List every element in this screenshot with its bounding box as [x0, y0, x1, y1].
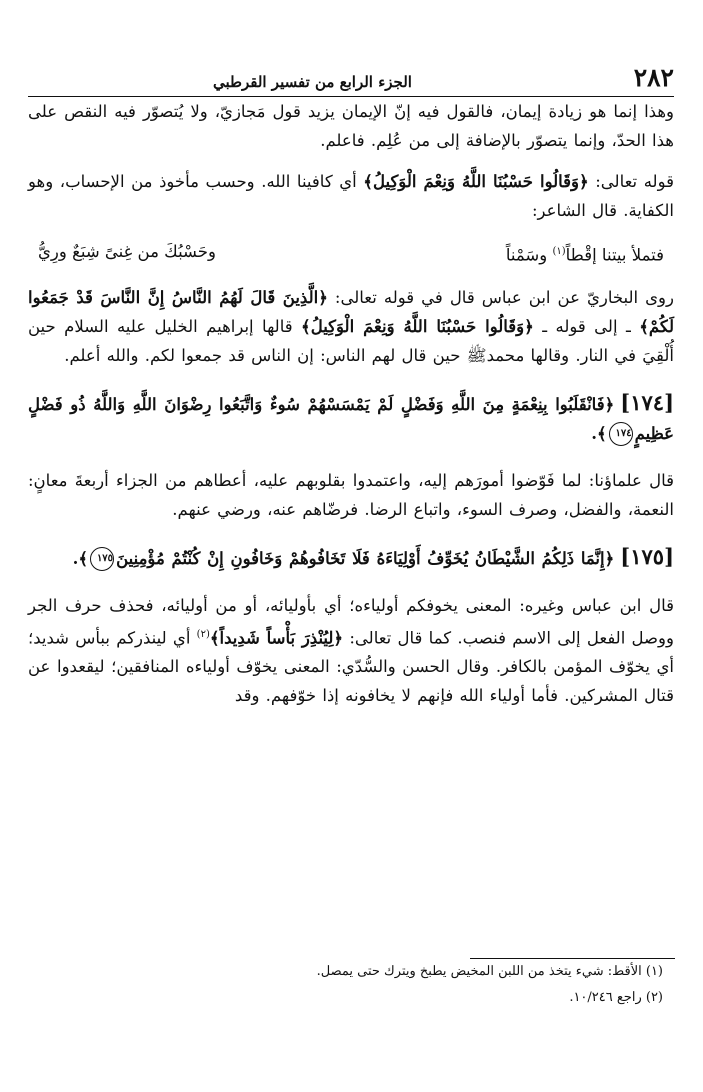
running-title: الجزء الرابع من تفسير القرطبي — [213, 73, 412, 91]
poem-second-hemistich: وحَسْبُكَ من غِنىً شِبَعٌ ورِيُّ — [38, 242, 216, 261]
paragraph-3 — [28, 283, 674, 370]
quran-quote: ﴿الَّذِينَ قَالَ لَهُمُ النَّاسُ إِنَّ النَّاسَ قَدْ جَمَعُوا لَكُمْ﴾ — [28, 287, 674, 336]
verse-number: [١٧٥] — [620, 543, 674, 569]
quran-quote: ﴿وَقَالُوا حَسْبُنَا اللَّهُ وَنِعْمَ الْوَكِيلُ﴾ — [301, 316, 534, 336]
page-header — [28, 58, 674, 97]
paragraph-5-rest: أي لينذركم ببأس شديد؛ أي يخوّف المؤمن بالكافر. وقال الحسن والسُّدّي: المعنى يخوّف أولياءه المنافقين؛ ليقعدوا عن قتال المشركين. فأما أولياء الله فإنهم لا يخافونه إذا خوّفهم. وقد — [28, 628, 674, 705]
poem-verse — [28, 237, 674, 271]
footnote-1: (١) الأقط: شيء يتخذ من اللبن المخيض يطبخ ويترك حتى يمصل. — [316, 964, 663, 979]
ayah-number-marker: ١٧٥ — [90, 547, 114, 571]
poem-first-hemistich — [506, 237, 664, 271]
verse-text: ﴿فَانْقَلَبُوا بِنِعْمَةٍ مِنَ اللَّهِ وَفَضْلٍ لَمْ يَمْسَسْهُمْ سُوءٌ وَاتَّبَعُوا رِضْوَانَ اللَّهِ وَاللَّهُ ذُو فَضْلٍ عَظِيمٍ — [28, 394, 674, 443]
page-number: ٢٨٢ — [633, 63, 674, 92]
paragraph-3-intro: روى البخاريّ عن ابن عباس قال في قوله تعالى: — [327, 287, 674, 307]
page — [28, 58, 674, 710]
paragraph-4: قال علماؤنا: لما فَوّضوا أمورَهم إليه، واعتمدوا بقلوبهم عليه، أعطاهم من الجزاء أربعةَ معانٍ: النعمة، والفضل، وصرف السوء، واتباع الرضا. فرضّاهم عنه، ورضي عنهم. — [28, 470, 674, 519]
ayah-number-marker: ١٧٤ — [609, 422, 633, 446]
paragraph-5 — [28, 591, 674, 711]
footnote-2: (٢) راجع ١٠/٢٤٦. — [569, 990, 663, 1005]
poem-first-end: وسَمْناً — [505, 245, 553, 265]
verse-175 — [28, 542, 674, 573]
quran-quote: ﴿لِيُنْذِرَ بَأْساً شَدِيداً﴾ — [209, 628, 344, 647]
paragraph-3-rest: قالها إبراهيم الخليل عليه السلام حين أُلْقِيَ في النار. وقالها محمدﷺ حين قال لهم الناس: إن الناس قد جمعوا لكم. والله أعلم. — [28, 316, 674, 365]
paragraph-2-intro: قوله تعالى: — [588, 172, 674, 191]
footnote-ref-1[interactable]: (١) — [552, 246, 566, 257]
footnotes — [29, 958, 675, 1011]
quran-quote: ﴿وَقَالُوا حَسْبُنَا اللَّهُ وَنِعْمَ الْوَكِيلُ﴾ — [363, 172, 589, 191]
paragraph-1: وهذا إنما هو زيادة إيمان، فالقول فيه إنّ الإيمان يزيد قول مَجازيّ، ولا يُتصوّر فيه النقص على هذا الحدّ، وإنما يتصوّر بالإضافة إلى من عُلِم. فاعلم. — [28, 102, 674, 150]
verse-close: ﴾. — [591, 423, 607, 443]
paragraph-2 — [28, 167, 674, 225]
verse-close: ﴾. — [72, 548, 89, 568]
verse-number: [١٧٤] — [620, 389, 674, 415]
footnote-ref-2[interactable]: (٢) — [196, 628, 210, 640]
paragraph-3-mid: ـ إلى قوله ـ — [533, 316, 640, 336]
verse-174 — [28, 388, 674, 448]
verse-text: ﴿إِنَّمَا ذَلِكُمُ الشَّيْطَانُ يُخَوِّفُ أَوْلِيَاءَهُ فَلَا تَخَافُوهُمْ وَخَافُونِ إِنْ كُنْتُمْ مُؤْمِنِينَ — [116, 548, 615, 568]
paragraph-5-intro: قال ابن عباس وغيره: المعنى يخوفكم أولياءه؛ أي بأوليائه، أو من أوليائه، فحذف حرف الجر ووصل الفعل إلى الاسم فنصب. كما قال تعالى: — [28, 595, 674, 647]
paragraph-2-rest: أي كافينا الله. وحسب مأخوذ من الإحساب، وهو الكفاية. قال الشاعر: — [28, 172, 674, 220]
poem-first-text: فتملأ بيتنا إقْطاً — [565, 245, 664, 265]
